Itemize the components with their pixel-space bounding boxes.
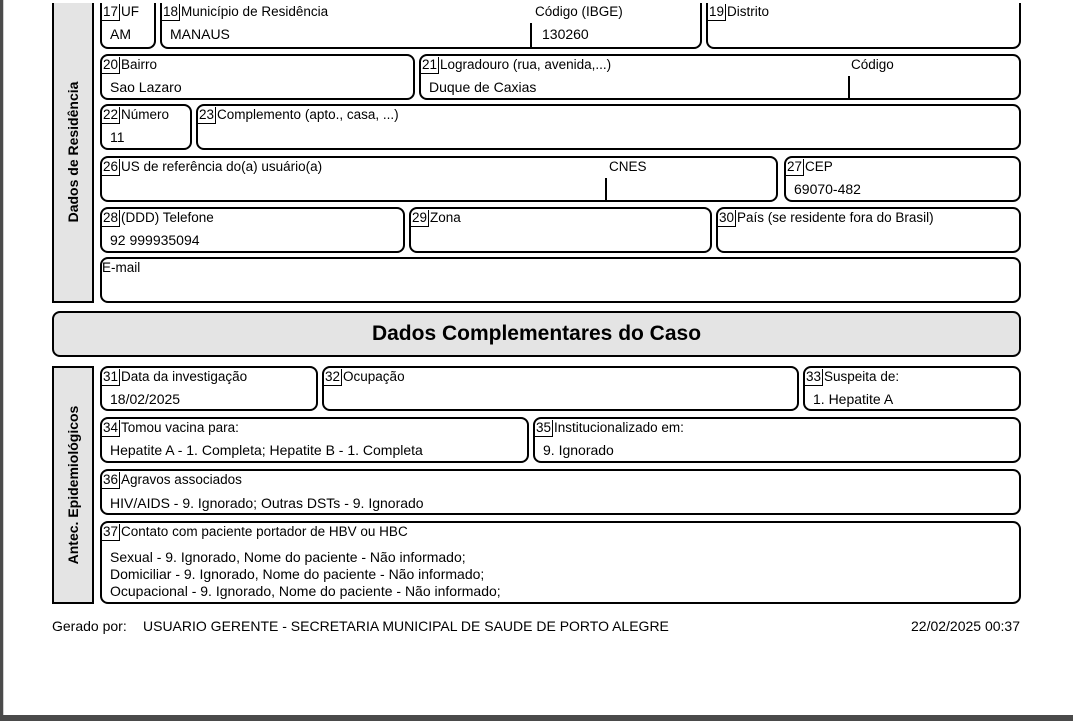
field-number: 28: [103, 210, 119, 225]
field-number: 21: [422, 57, 438, 72]
divider: [530, 23, 532, 47]
logradouro-label: Logradouro (rua, avenida,...): [440, 57, 612, 72]
page-left-edge: [3, 0, 4, 715]
field-number: 29: [412, 210, 428, 225]
residence-section-tab: [52, 3, 94, 303]
municipio-value: MANAUS: [170, 26, 230, 42]
vacina-label: Tomou vacina para:: [121, 420, 239, 435]
pais-label: País (se residente fora do Brasil): [737, 210, 934, 225]
codigo-logradouro-label: Código: [851, 57, 894, 72]
ocupacao-label: Ocupação: [343, 369, 405, 384]
divider: [848, 76, 850, 100]
field-number: 31: [103, 369, 119, 384]
institucionalizado-label: Institucionalizado em:: [554, 420, 684, 435]
codigo-ibge-label: Código (IBGE): [535, 4, 623, 19]
field-number: 23: [199, 107, 215, 122]
cep-field: [784, 156, 1021, 202]
logradouro-value: Duque de Caxias: [429, 79, 537, 95]
zona-field: [409, 207, 712, 253]
vacina-field: [100, 417, 529, 463]
data-investigacao-field: [100, 366, 318, 411]
complementary-section-title: Dados Complementares do Caso: [52, 311, 1021, 357]
window-bottom-border: [0, 715, 1073, 721]
suspeita-label: Suspeita de:: [824, 369, 900, 384]
field-number: 37: [103, 524, 119, 539]
generated-by-label: Gerado por:: [52, 618, 127, 634]
email-label: E-mail: [102, 260, 141, 275]
municipio-label: Município de Residência: [181, 4, 329, 19]
logradouro-field: [419, 54, 1021, 100]
field-number: 36: [103, 472, 119, 487]
us-referencia-label: US de referência do(a) usuário(a): [121, 159, 323, 174]
ocupacao-field: [322, 366, 799, 411]
divider: [605, 178, 607, 202]
field-number: 20: [103, 57, 119, 72]
cnes-label: CNES: [609, 159, 647, 174]
field-number: 18: [163, 4, 179, 19]
agravos-field: [100, 469, 1021, 515]
cep-label: CEP: [805, 159, 833, 174]
agravos-label: Agravos associados: [121, 472, 242, 487]
field-number: 22: [103, 107, 119, 122]
agravos-value: HIV/AIDS - 9. Ignorado; Outras DSTs - 9. Ignorado: [110, 495, 424, 511]
generated-by-value: USUARIO GERENTE - SECRETARIA MUNICIPAL DE SAUDE DE PORTO ALEGRE: [143, 618, 669, 634]
complemento-field: [196, 104, 1021, 150]
numero-label: Número: [121, 107, 170, 122]
field-number: 27: [787, 159, 803, 174]
zona-label: Zona: [430, 210, 461, 225]
numero-field: [100, 104, 192, 150]
vacina-value: Hepatite A - 1. Completa; Hepatite B - 1. Completa: [110, 442, 423, 458]
contato-field: [100, 521, 1021, 604]
telefone-field: [100, 207, 405, 253]
institucionalizado-field: [533, 417, 1021, 463]
email-field: [100, 257, 1021, 303]
distrito-field: [706, 3, 1021, 49]
pais-field: [716, 207, 1021, 253]
uf-value: AM: [110, 26, 131, 42]
complemento-label: Complemento (apto., casa, ...): [217, 107, 399, 122]
numero-value: 11: [110, 129, 125, 145]
codigo-ibge-value: 130260: [542, 26, 589, 42]
suspeita-value: 1. Hepatite A: [813, 391, 894, 407]
epidemiological-section-label: Antec. Epidemiológicos: [65, 405, 81, 565]
field-number: 19: [709, 4, 725, 19]
contato-line-sexual: Sexual - 9. Ignorado, Nome do paciente - Não informado;: [110, 549, 466, 565]
field-number: 30: [719, 210, 735, 225]
uf-label: UF: [121, 4, 140, 19]
uf-field: [100, 3, 156, 49]
distrito-label: Distrito: [727, 4, 770, 19]
municipio-field: [160, 3, 702, 49]
bairro-field: [100, 54, 415, 100]
contato-label: Contato com paciente portador de HBV ou HBC: [121, 524, 408, 539]
field-number: 26: [103, 159, 119, 174]
data-investigacao-value: 18/02/2025: [110, 391, 181, 407]
suspeita-field: [803, 366, 1021, 411]
field-number: 33: [806, 369, 822, 384]
bairro-value: Sao Lazaro: [110, 79, 182, 95]
institucionalizado-value: 9. Ignorado: [543, 442, 614, 458]
field-number: 35: [536, 420, 552, 435]
telefone-label: (DDD) Telefone: [121, 210, 214, 225]
epidemiological-section-tab: [52, 366, 94, 604]
contato-line-domiciliar: Domiciliar - 9. Ignorado, Nome do paciente - Não informado;: [110, 566, 485, 582]
field-number: 17: [103, 4, 119, 19]
residence-section-label: Dados de Residência: [65, 81, 81, 223]
us-referencia-field: [100, 156, 778, 202]
field-number: 34: [103, 420, 119, 435]
contato-line-ocupacional: Ocupacional - 9. Ignorado, Nome do paciente - Não informado;: [110, 583, 501, 599]
data-investigacao-label: Data da investigação: [121, 369, 248, 384]
field-number: 32: [325, 369, 341, 384]
bairro-label: Bairro: [121, 57, 158, 72]
telefone-value: 92 999935094: [110, 232, 200, 248]
generated-timestamp: 22/02/2025 00:37: [911, 618, 1020, 634]
cep-value: 69070-482: [794, 181, 861, 197]
